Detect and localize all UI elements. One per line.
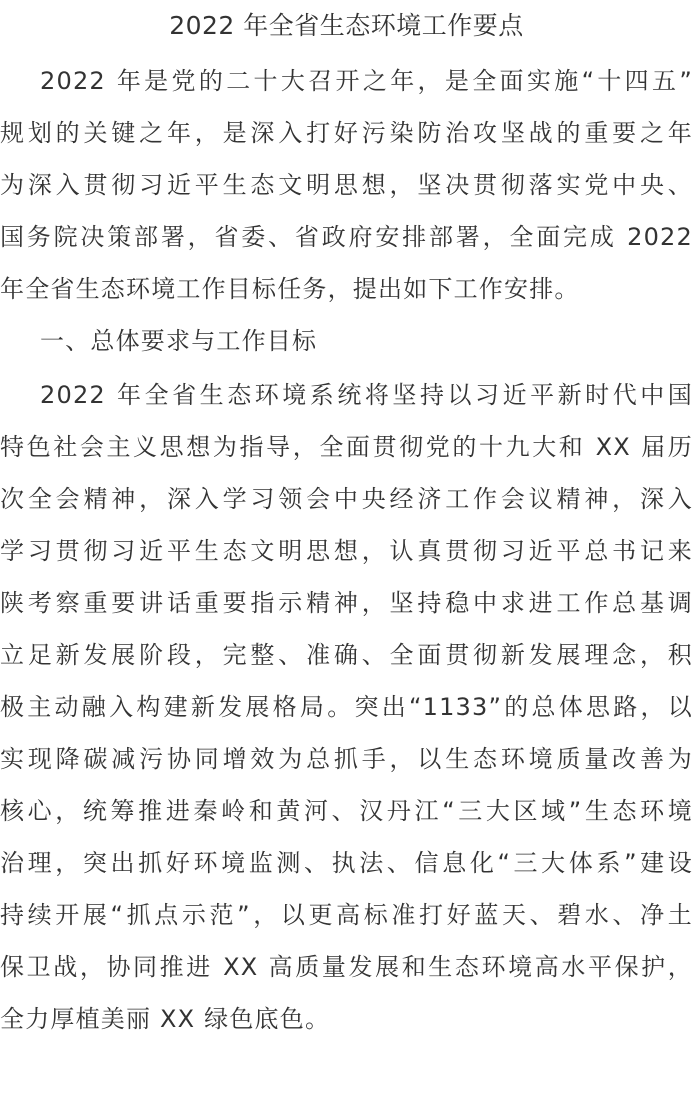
paragraph-1-line-5: 年全省生态环境工作目标任务，提出如下工作安排。 bbox=[0, 275, 580, 303]
paragraph-2-line-11: 持续开展“抓点示范”，以更高标准打好蓝天、碧水、净土 bbox=[0, 901, 693, 929]
paragraph-2-line-1: 2022 年全省生态环境系统将坚持以习近平新时代中国 bbox=[40, 381, 693, 409]
section-heading: 一、总体要求与工作目标 bbox=[40, 327, 318, 355]
paragraph-2-line-3: 次全会精神，深入学习领会中央经济工作会议精神，深入 bbox=[0, 485, 693, 513]
paragraph-2-line-6: 立足新发展阶段，完整、准确、全面贯彻新发展理念，积 bbox=[0, 641, 693, 669]
paragraph-2-line-4: 学习贯彻习近平生态文明思想，认真贯彻习近平总书记来 bbox=[0, 537, 693, 565]
paragraph-1-line-4: 国务院决策部署，省委、省政府安排部署，全面完成 2022 bbox=[0, 223, 693, 251]
paragraph-2-line-2: 特色社会主义思想为指导，全面贯彻党的十九大和 XX 届历 bbox=[0, 433, 693, 461]
paragraph-1-line-3: 为深入贯彻习近平生态文明思想，坚决贯彻落实党中央、 bbox=[0, 171, 693, 199]
paragraph-2-line-9: 核心，统筹推进秦岭和黄河、汉丹江“三大区域”生态环境 bbox=[0, 797, 693, 825]
paragraph-2-line-5: 陕考察重要讲话重要指示精神，坚持稳中求进工作总基调 bbox=[0, 589, 693, 617]
paragraph-1-line-1: 2022 年是党的二十大召开之年，是全面实施“十四五” bbox=[40, 67, 693, 95]
paragraph-2-line-8: 实现降碳减污协同增效为总抓手，以生态环境质量改善为 bbox=[0, 745, 693, 773]
paragraph-2-line-12: 保卫战，协同推进 XX 高质量发展和生态环境高水平保护， bbox=[0, 953, 693, 981]
paragraph-2-line-13: 全力厚植美丽 XX 绿色底色。 bbox=[0, 1005, 331, 1033]
document-title: 2022 年全省生态环境工作要点 bbox=[169, 11, 524, 40]
paragraph-1-line-2: 规划的关键之年，是深入打好污染防治攻坚战的重要之年 bbox=[0, 119, 693, 147]
paragraph-2-line-7: 极主动融入构建新发展格局。突出“1133”的总体思路，以 bbox=[0, 693, 693, 721]
paragraph-2-line-10: 治理，突出抓好环境监测、执法、信息化“三大体系”建设 bbox=[0, 849, 693, 877]
